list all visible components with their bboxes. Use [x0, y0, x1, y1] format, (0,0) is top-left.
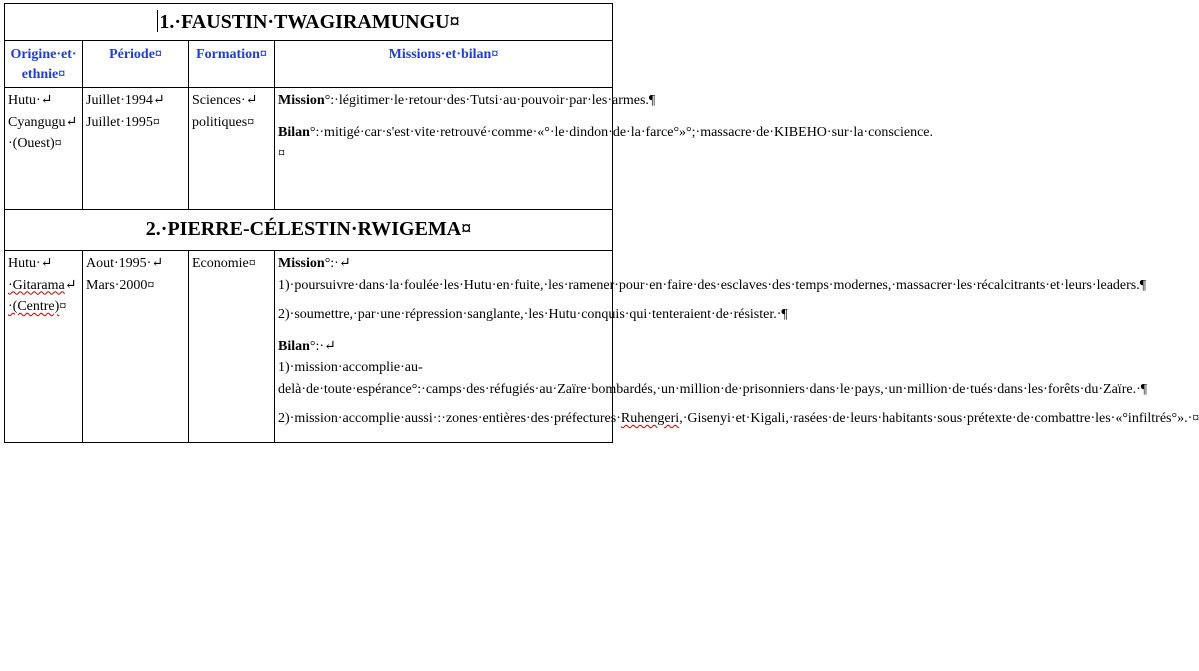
s1-origine-cell[interactable] — [5, 88, 83, 210]
s2-bilan-p2 — [278, 408, 1199, 430]
s2-bilan-heading — [278, 336, 609, 358]
s2-origine-line1: Hutu·↵ — [8, 256, 53, 271]
header-row — [5, 41, 613, 88]
s2-bilan-p2-part1: 2)·mission·accomplie·aussi·:·zones·entières·des·préfectures· — [278, 411, 621, 426]
section2-title-cell[interactable] — [5, 210, 613, 251]
header-origine-line2: ethnie¤ — [21, 67, 66, 82]
s2-mission-heading — [278, 253, 609, 275]
s2-bilan-label: Bilan — [278, 338, 310, 354]
header-formation[interactable] — [189, 41, 275, 88]
section2-title-row — [5, 210, 613, 251]
s1-bilan-paragraph — [278, 122, 934, 165]
s2-mission-suffix: °:·↵ — [324, 256, 351, 271]
s2-bilan-p2-part2: ,·Gisenyi·et·Kigali,·rasées·de·leurs·habitants·sous·prétexte·de·combattre·les·«°infiltrés°».·¤ — [679, 411, 1199, 426]
section1-data-row — [5, 88, 613, 210]
s2-formation-text: Economie¤ — [192, 256, 256, 271]
header-missions[interactable] — [275, 41, 613, 88]
s2-mission-p2: 2)·soumettre,·par·une·répression·sanglante,·les·Hutu·conquis·qui·tenteraient·de·résister.·¶ — [278, 307, 788, 322]
section1-title: 1.·FAUSTIN·TWAGIRAMUNGU¤ — [159, 11, 460, 34]
s1-bilan-text: °:·mitigé·car·s'est·vite·retrouvé·comme·«°·le·dindon·de·la·farce°»°;·massacre·de·KIBEHO·sur·la·conscience.¤ — [278, 124, 934, 161]
header-periode-label: Période¤ — [109, 47, 162, 62]
header-formation-label: Formation¤ — [196, 47, 267, 62]
s2-periode-line1: Aout·1995·↵ — [86, 256, 164, 271]
section2-data-row — [5, 251, 613, 443]
s2-mission-p1: 1)·poursuivre·dans·la·foulée·les·Hutu·en·fuite,·les·ramener·pour·en·faire·des·esclaves·des·temps·modernes,·massacrer·les·récalcitrants·et·leurs·leaders.¶ — [278, 277, 1147, 293]
s1-formation-cell[interactable] — [189, 88, 275, 210]
section2-title: 2.·PIERRE-CÉLESTIN·RWIGEMA¤ — [145, 218, 472, 241]
s2-missions-cell[interactable] — [275, 251, 1199, 443]
s1-mission-text: °:·légitimer·le·retour·des·Tutsi·au·pouvoir·par·les·armes.¶ — [324, 93, 656, 108]
s1-bilan-label: Bilan — [278, 124, 310, 140]
s2-origine-line3-wrap — [8, 296, 79, 318]
section1-title-row — [5, 4, 613, 41]
s2-mission-label: Mission — [278, 256, 325, 271]
s1-mission-label: Mission — [278, 93, 325, 108]
s1-origine-line3: ·(Ouest)¤ — [8, 136, 62, 151]
ministers-table — [4, 3, 1199, 443]
s2-origine-cell[interactable] — [5, 251, 83, 443]
s1-periode-line1: Juillet·1994↵ — [86, 93, 165, 108]
s2-origine-line2-mark: ↵ — [64, 277, 77, 293]
s1-formation-line2: politiques¤ — [192, 114, 255, 130]
s2-origine-line2-wrap — [8, 275, 79, 297]
s2-origine-centre: ·(Centre) — [8, 299, 60, 314]
s2-bilan-p2-ruhengeri: Ruhengeri — [620, 411, 680, 426]
s1-periode-line2: Juillet·1995¤ — [86, 114, 160, 130]
header-origine[interactable] — [5, 41, 83, 88]
s1-periode-cell[interactable] — [83, 88, 189, 210]
s2-origine-gitarama: ·Gitarama — [8, 277, 65, 293]
s2-periode-line2: Mars·2000¤ — [86, 277, 155, 293]
s1-mission-paragraph — [278, 90, 656, 112]
header-missions-label: Missions·et·bilan¤ — [388, 47, 499, 62]
s2-mission-block — [278, 253, 1147, 296]
s2-formation-cell[interactable] — [189, 251, 275, 443]
s2-bilan-block — [278, 336, 1148, 401]
header-periode[interactable] — [83, 41, 189, 88]
s1-missions-cell[interactable] — [275, 88, 934, 210]
s2-bilan-p1: 1)·mission·accomplie·au-delà·de·toute·espérance°:·camps·des·réfugiés·au·Zaïre·bombardés,·un·million·de·prisonniers·dans·le·pays,·un·million·de·tués·dans·les·forêts·du·Zaïre.·¶ — [278, 360, 1148, 397]
s1-origine-line2: Cyangugu↵ — [8, 114, 78, 130]
s2-periode-cell[interactable] — [83, 251, 189, 443]
s2-bilan-suffix: °:·↵ — [309, 338, 336, 354]
header-origine-line1: Origine·et· — [10, 47, 77, 62]
s1-formation-line1: Sciences·↵ — [192, 93, 258, 108]
document-page — [4, 3, 1199, 443]
section1-title-cell[interactable] — [5, 4, 613, 41]
s1-origine-line1: Hutu·↵ — [8, 93, 53, 108]
s2-origine-line3-mark: ¤ — [59, 299, 67, 314]
